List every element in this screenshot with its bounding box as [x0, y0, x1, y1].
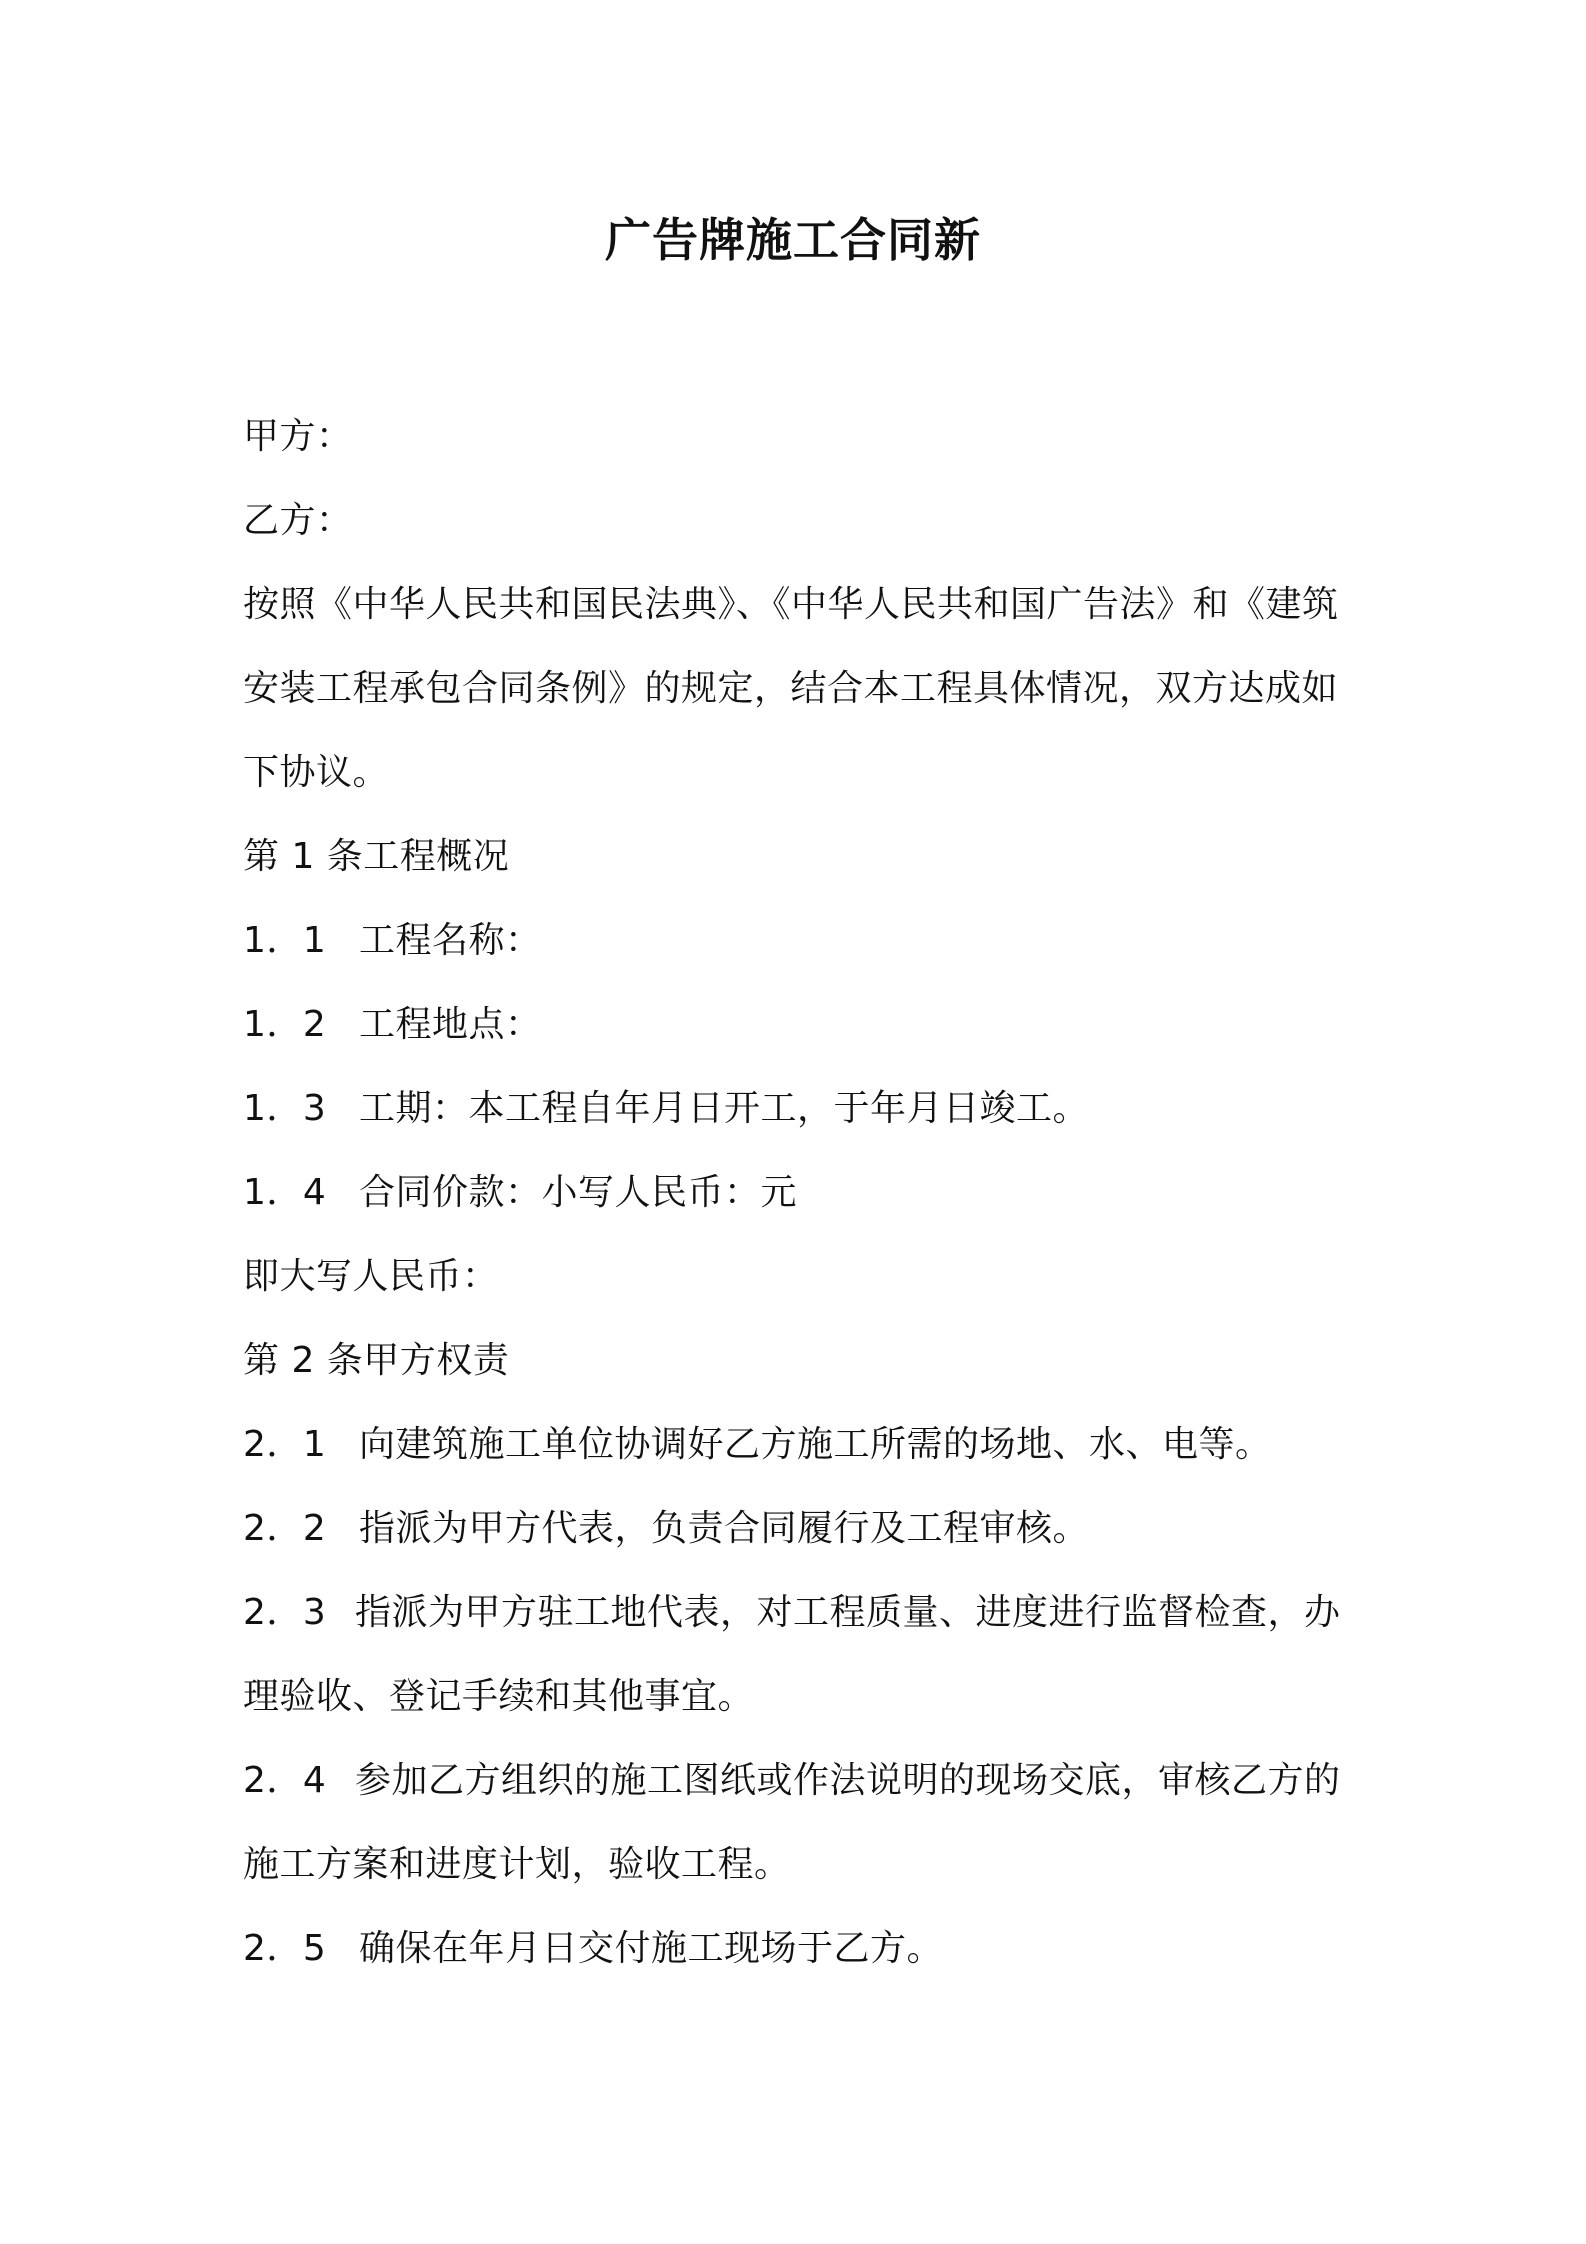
clause-2-3: [243, 1586, 1353, 1640]
clause-1-4: [243, 1166, 1353, 1220]
capital-amount-line: 即大写人民币：: [243, 1256, 499, 1297]
clause-text: 合同价款：小写人民币：元: [359, 1172, 798, 1213]
article-1-heading: 第 1 条工程概况: [243, 836, 510, 877]
clause-number: 1．3: [243, 1088, 327, 1129]
party-b-label: 乙方：: [243, 500, 353, 541]
clause-number: 2．2: [243, 1508, 327, 1549]
article-2-heading: 第 2 条甲方权责: [243, 1340, 510, 1381]
clause-text: 工程地点：: [359, 1004, 542, 1045]
clause-2-5: [243, 1922, 1353, 1976]
clause-2-4: [243, 1754, 1353, 1808]
clause-2-4-continued: 施工方案和进度计划，验收工程。: [243, 1844, 791, 1885]
clause-text: 工程名称：: [359, 920, 542, 961]
clause-text: 工期：本工程自年月日开工，于年月日竣工。: [359, 1088, 1090, 1129]
preamble-line-1: 按照《中华人民共和国民法典》、《中华人民共和国广告法》和《建筑: [243, 584, 1339, 625]
clause-text: 指派为甲方代表，负责合同履行及工程审核。: [359, 1508, 1090, 1549]
clause-number: 1．1: [243, 920, 327, 961]
clause-text: 参加乙方组织的施工图纸或作法说明的现场交底，审核乙方的: [355, 1760, 1341, 1801]
clause-text: 指派为甲方驻工地代表，对工程质量、进度进行监督检查，办: [355, 1592, 1341, 1633]
clause-number: 2．5: [243, 1928, 327, 1969]
clause-1-3: [243, 1082, 1353, 1136]
clause-1-1: [243, 914, 1353, 968]
document-title: 广告牌施工合同新: [605, 213, 981, 267]
preamble-line-3: 下协议。: [243, 752, 390, 793]
clause-text: 向建筑施工单位协调好乙方施工所需的场地、水、电等。: [359, 1424, 1272, 1465]
clause-2-3-continued: 理验收、登记手续和其他事宜。: [243, 1676, 755, 1717]
clause-1-2: [243, 998, 1353, 1052]
clause-number: 2．1: [243, 1424, 327, 1465]
clause-2-1: [243, 1418, 1353, 1472]
clause-number: 1．2: [243, 1004, 327, 1045]
party-a-label: 甲方：: [243, 416, 353, 457]
clause-text: 确保在年月日交付施工现场于乙方。: [359, 1928, 944, 1969]
clause-number: 1．4: [243, 1172, 327, 1213]
clause-2-2: [243, 1502, 1353, 1556]
clause-number: 2．3: [243, 1592, 327, 1633]
preamble-line-2: 安装工程承包合同条例》的规定，结合本工程具体情况，双方达成如: [243, 668, 1339, 709]
clause-number: 2．4: [243, 1760, 327, 1801]
